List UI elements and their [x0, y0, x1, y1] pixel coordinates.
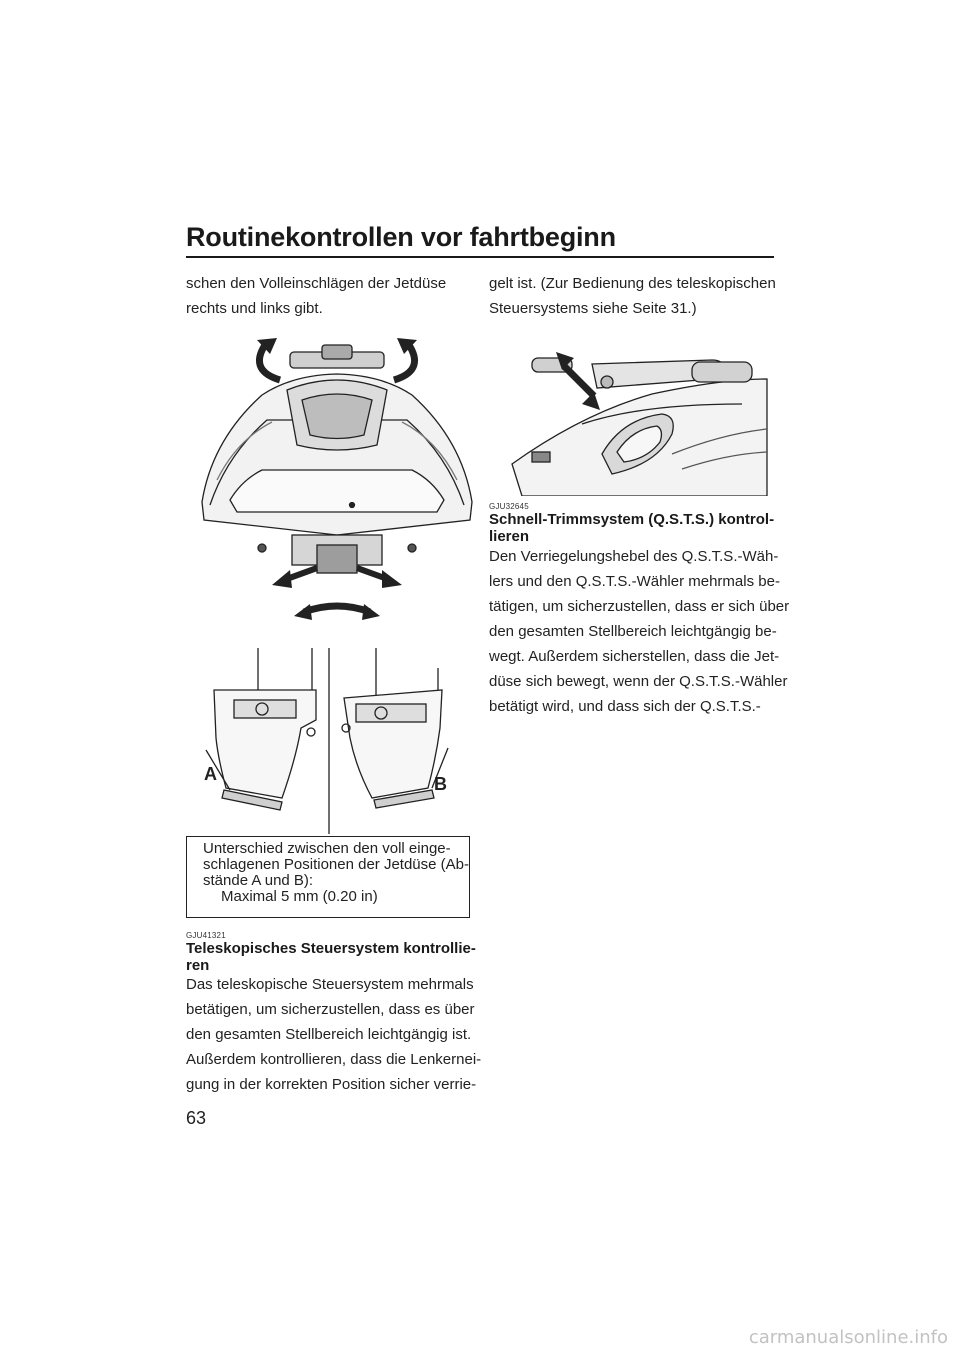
text-line: lers und den Q.S.T.S.-Wähler mehrmals be- [489, 573, 780, 590]
text-line: düse sich bewegt, wenn der Q.S.T.S.-Wähler [489, 673, 788, 690]
spec-value: Maximal 5 mm (0.20 in) [221, 888, 378, 905]
heading-line: Schnell-Trimmsystem (Q.S.T.S.) kontrol- [489, 511, 775, 528]
spec-line: schlagenen Positionen der Jetdüse (Ab- [203, 856, 470, 873]
section-body [186, 972, 481, 1097]
text-line: betätigt wird, und dass sich der Q.S.T.S.- [489, 698, 761, 715]
watermark: carmanualsonline.info [748, 1327, 948, 1348]
text-line: betätigen, um sicherzustellen, dass es über [186, 1001, 475, 1018]
spec-line: stände A und B): [203, 872, 314, 889]
text-line: gelt ist. (Zur Bedienung des teleskopischen [489, 275, 776, 292]
label-b: B [434, 774, 447, 794]
text-line: gung in der korrekten Position sicher verrie- [186, 1076, 477, 1093]
heading-line: Teleskopisches Steuersystem kontrollie- [186, 940, 476, 957]
text-line: Steuersystems siehe Seite 31.) [489, 300, 697, 317]
label-a: A [204, 764, 217, 784]
page-title: Routinekontrollen vor fahrtbeginn [186, 222, 616, 252]
text-line: wegt. Außerdem sicherstellen, dass die Jet- [489, 648, 780, 665]
text-line: Das teleskopische Steuersystem mehrmals [186, 976, 474, 993]
heading-line: lieren [489, 528, 530, 545]
section-code: GJU41321 [186, 931, 226, 940]
spec-line: Unterschied zwischen den voll einge- [203, 840, 451, 857]
section-heading [186, 940, 476, 974]
title-rule [186, 256, 774, 258]
text-line: tätigen, um sicherzustellen, dass er sich über [489, 598, 790, 615]
spec-box [186, 836, 470, 918]
text-line: rechts und links gibt. [186, 300, 323, 317]
section-body [489, 544, 789, 719]
text-line: den gesamten Stellbereich leichtgängig ist. [186, 1026, 472, 1043]
right-intro-text [489, 271, 776, 321]
text-line: den gesamten Stellbereich leichtgängig be- [489, 623, 777, 640]
watercraft-steering-illustration [192, 330, 482, 630]
text-line: Den Verriegelungshebel des Q.S.T.S.-Wäh- [489, 548, 779, 565]
telescopic-steering-illustration [492, 334, 772, 496]
text-line: Außerdem kontrollieren, dass die Lenkernei- [186, 1051, 482, 1068]
jet-nozzle-clearance-diagram [196, 648, 456, 836]
left-intro-text [186, 271, 446, 321]
page-number: 63 [186, 1108, 207, 1128]
section-heading [489, 511, 774, 545]
heading-line: ren [186, 957, 210, 974]
section-code: GJU32645 [489, 502, 529, 511]
text-line: schen den Volleinschlägen der Jetdüse [186, 275, 447, 292]
